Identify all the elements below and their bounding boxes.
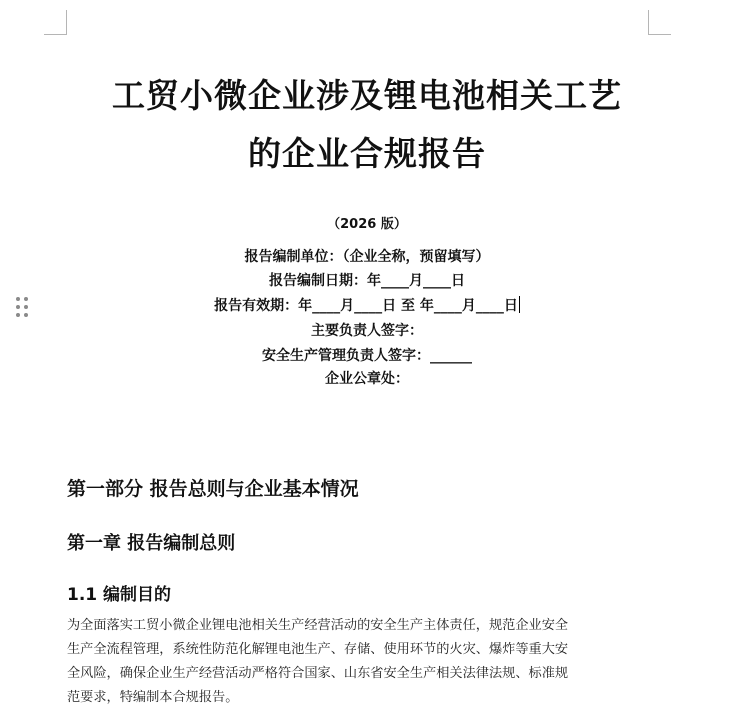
crop-mark-top-right: [648, 10, 671, 35]
document-title-line-1: 工贸小微企业涉及锂电池相关工艺: [112, 76, 622, 115]
validity-period-text: 报告有效期：年____月____日 至 年____月____日: [214, 298, 518, 314]
document-title-line-2: 的企业合规报告: [248, 134, 486, 173]
paragraph-line: 范要求，特编制本合规报告。: [67, 690, 239, 705]
compiler-unit-field: 报告编制单位：（企业全称，预留填写）: [244, 249, 490, 265]
principal-signature-field: 主要负责人签字：: [311, 323, 423, 339]
text-cursor: [519, 296, 520, 313]
paragraph-line: 为全面落实工贸小微企业锂电池相关生产经营活动的安全生产主体责任，规范企业安全: [67, 618, 569, 633]
paragraph-line: 生产全流程管理，系统性防范化解锂电池生产、存储、使用环节的火灾、爆炸等重大安: [67, 642, 569, 657]
chapter-heading: 第一章 报告编制总则: [67, 533, 236, 554]
compile-date-field: 报告编制日期：年____月____日: [269, 273, 465, 289]
crop-mark-top-left: [44, 10, 67, 35]
paragraph-line: 全风险，确保企业生产经营活动严格符合国家、山东省安全生产相关法律法规、标准规: [67, 666, 569, 681]
body-paragraph: [67, 614, 667, 710]
part-heading: 第一部分 报告总则与企业基本情况: [67, 478, 359, 500]
company-seal-field: 企业公章处：: [325, 371, 409, 387]
validity-period-field[interactable]: [0, 293, 734, 319]
version-label: （2026 版）: [327, 217, 407, 232]
section-heading: 1.1 编制目的: [67, 585, 172, 605]
safety-manager-signature-field: 安全生产管理负责人签字：______: [262, 348, 472, 364]
